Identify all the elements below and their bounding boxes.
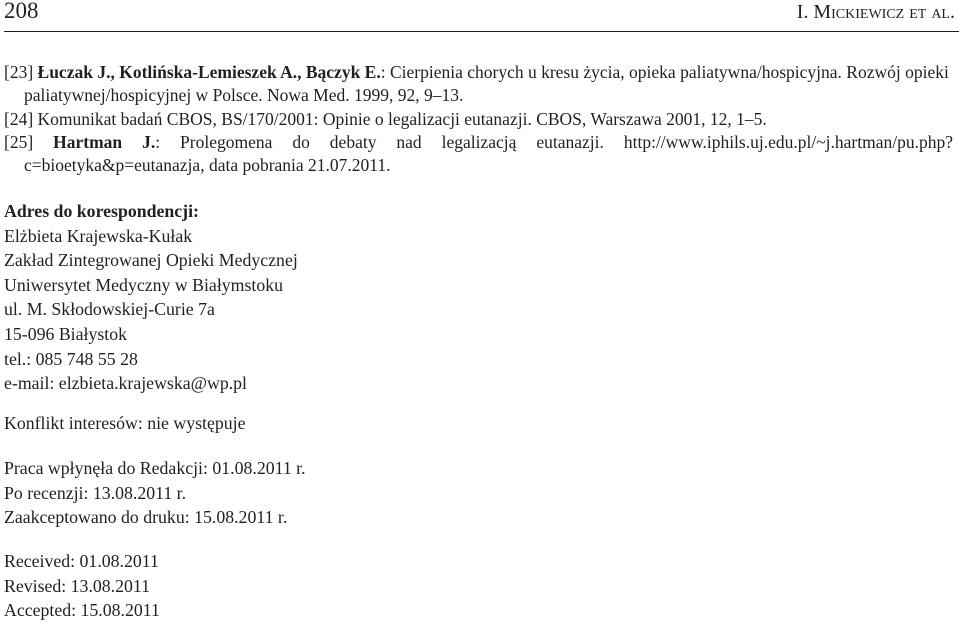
reference-list xyxy=(4,61,953,177)
correspondence-title: Adres do korespondencji: xyxy=(4,201,199,221)
correspondence-city: 15-096 Białystok xyxy=(4,323,127,344)
date-revised-en: Revised: 13.08.2011 xyxy=(4,575,151,596)
correspondence-block xyxy=(4,199,298,396)
dates-polish xyxy=(4,456,306,530)
date-revised-pl: Po recenzji: 13.08.2011 r. xyxy=(4,482,187,503)
reference-authors: Hartman J. xyxy=(53,131,156,152)
correspondence-street: ul. M. Skłodowskiej-Curie 7a xyxy=(4,299,215,320)
reference-25 xyxy=(4,131,953,178)
correspondence-name: Elżbieta Krajewska-Kułak xyxy=(4,225,193,246)
correspondence-email: e-mail: elzbieta.krajewska@wp.pl xyxy=(4,373,247,394)
reference-number: [25] xyxy=(4,131,34,152)
reference-text: : Prolegomena do debaty nad legalizacją eutanazji. http://www.iphils.uj.edu.pl/~j.hartman/pu.php?c=bioetyka&p=eutanazja, data pobrania 21.07.2011. xyxy=(24,131,953,176)
page-header xyxy=(4,0,959,30)
correspondence-department: Zakład Zintegrowanej Opieki Medycznej xyxy=(4,250,298,271)
running-head: I. Mickiewicz et al. xyxy=(796,1,955,23)
conflict-text: Konflikt interesów: nie występuje xyxy=(4,413,246,433)
date-received-pl: Praca wpłynęła do Redakcji: 01.08.2011 r. xyxy=(4,458,306,478)
reference-24 xyxy=(4,108,953,131)
conflict-of-interest xyxy=(4,411,245,436)
date-accepted-en: Accepted: 15.08.2011 xyxy=(4,600,160,621)
reference-number: [24] xyxy=(4,108,34,129)
page-number: 208 xyxy=(4,0,39,23)
correspondence-phone: tel.: 085 748 55 28 xyxy=(4,348,138,369)
header-rule xyxy=(4,31,959,32)
reference-text: Komunikat badań CBOS, BS/170/2001: Opinie o legalizacji eutanazji. CBOS, Warszawa 2001, 12, 1–5. xyxy=(37,108,767,129)
date-accepted-pl: Zaakceptowano do druku: 15.08.2011 r. xyxy=(4,507,288,528)
date-received-en: Received: 01.08.2011 xyxy=(4,551,159,571)
reference-authors: Łuczak J., Kotlińska-Lemieszek A., Bączyk E. xyxy=(37,62,381,82)
dates-english xyxy=(4,549,160,623)
reference-text: : Cierpienia chorych u kresu życia, opieka paliatywna/hospicyjna. Rozwój opieki paliatywnej/hospicyjnej w Polsce. Nowa Med. 1999, 92, 9–13. xyxy=(24,62,949,106)
reference-23 xyxy=(4,61,953,108)
correspondence-university: Uniwersytet Medyczny w Białymstoku xyxy=(4,274,284,295)
reference-number: [23] xyxy=(4,62,34,82)
